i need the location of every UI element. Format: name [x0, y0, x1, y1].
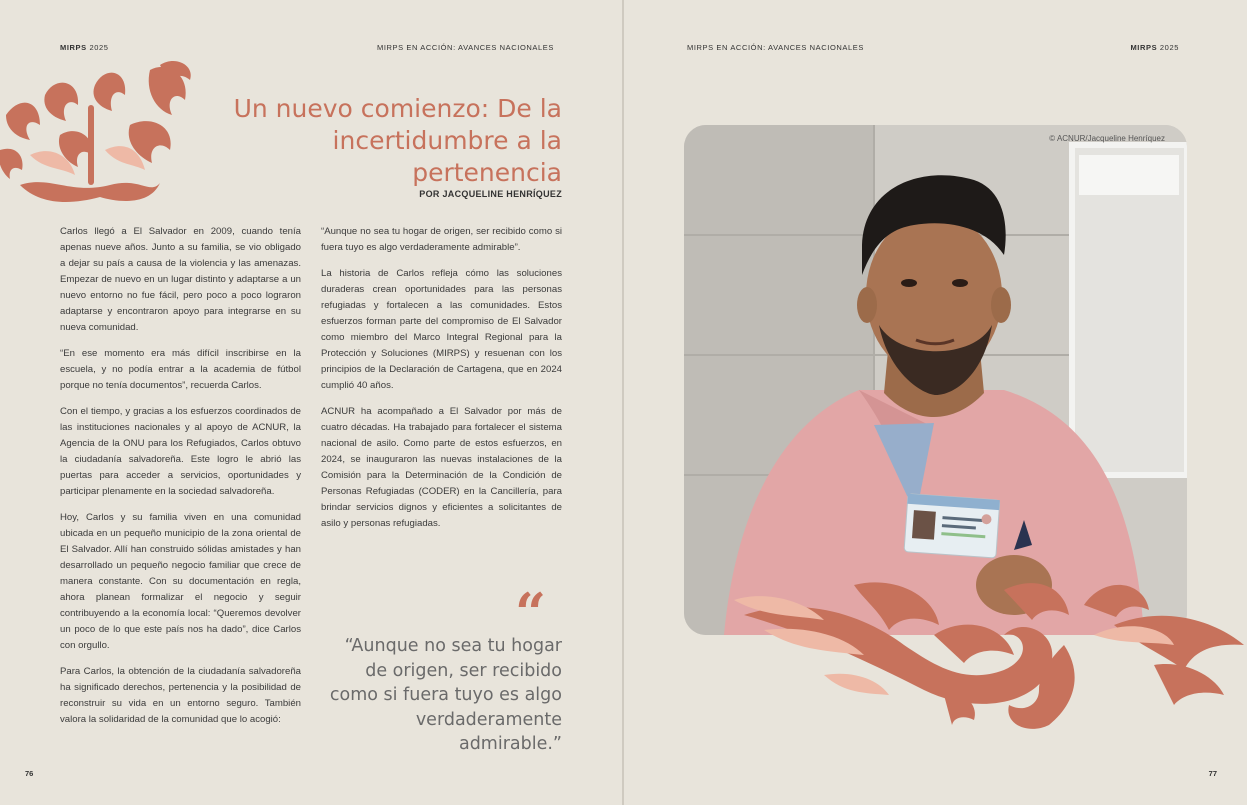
floral-ornament-left: [0, 55, 200, 205]
portrait-photo: [684, 125, 1187, 635]
paragraph: Con el tiempo, y gracias a los esfuerzos coordinados de las instituciones nacionales y al apoyo de ACNUR, la Agencia de la ONU para los Refugiados, Carlos obtuvo la ciudadanía salvadoreña. Este logro le abrió las puertas para acceder a servicios, oportunidades y participar plenamente en la sociedad salvadoreña.: [60, 406, 301, 497]
article-title: Un nuevo comienzo: De la incertidumbre a la pertenencia: [233, 94, 562, 187]
left-page: [0, 0, 622, 805]
paragraph: La historia de Carlos refleja cómo las soluciones duraderas crean oportunidades para las personas refugiadas y fortalecen a las comunidades. Estos esfuerzos forman parte del compromiso de El Salvador como miembro del Marco Integral Regional para la Protección y Soluciones (MIRPS) y resuenan con los principios de la Declaración de Cartagena, que en 2024 cumplió 40 años.: [321, 268, 562, 391]
floral-ornament-right: [704, 575, 1247, 745]
paragraph: Carlos llegó a El Salvador en 2009, cuando tenía apenas nueve años. Junto a su familia, se vio obligado a dejar su país a causa de la violencia y las amenazas. Empezar de nuevo en un lugar distinto y adaptarse a un nuevo entorno no fue fácil, pero poco a poco lograron adaptarse y encontraron apoyo para integrarse en su nueva comunidad.: [60, 226, 301, 333]
byline: POR JACQUELINE HENRÍQUEZ: [419, 189, 562, 199]
right-page: [624, 0, 1247, 805]
paragraph: “En ese momento era más difícil inscribirse en la escuela, y no podía entrar a la academia de fútbol porque no tenía documentos”, recuerda Carlos.: [60, 348, 301, 391]
paragraph: Para Carlos, la obtención de la ciudadanía salvadoreña ha significado derechos, pertenencia y la posibilidad de reconstruir su vida en un entorno seguro. También valora la solidaridad de la comunidad que lo acogió:: [60, 666, 301, 725]
paragraph: ACNUR ha acompañado a El Salvador por más de cuatro décadas. Ha trabajado para fortalecer el sistema nacional de asilo. Como parte de estos esfuerzos, en 2024, se inauguraron las nuevas instalaciones de la Comisión para la Determinación de la Condición de Personas Refugiadas (CODER) en la Cancillería, para brindar servicios dignos y eficientes a solicitantes de asilo y personas refugiadas.: [321, 406, 562, 529]
page-number-right: 77: [1208, 769, 1217, 778]
left-header-section: MIRPS EN ACCIÓN: AVANCES NACIONALES: [376, 43, 554, 52]
pull-quote: “Aunque no sea tu hogar de origen, ser recibido como si fuera tuyo es algo verdaderamente admirable.”: [329, 636, 562, 754]
page-number-left: 76: [25, 769, 34, 778]
right-header-brand: MIRPS 2025: [1130, 43, 1179, 52]
body-column-2: [321, 224, 562, 542]
left-header-brand: MIRPS 2025: [60, 43, 109, 52]
paragraph: “Aunque no sea tu hogar de origen, ser recibido como si fuera tuyo es algo verdaderamente admirable”.: [321, 226, 562, 253]
photo-credit: © ACNUR/Jacqueline Henríquez: [1049, 134, 1165, 143]
quote-mark-icon: “: [515, 581, 547, 645]
right-header-section: MIRPS EN ACCIÓN: AVANCES NACIONALES: [687, 43, 865, 52]
paragraph: Hoy, Carlos y su familia viven en una comunidad ubicada en un pequeño municipio de la zona oriental de El Salvador. Allí han construido sólidas amistades y han desarrollado un pequeño negocio familiar que crece de manera constante. Con su documentación en regla, ahora planean formalizar el negocio y seguir contribuyendo a la economía local: “Queremos devolver un poco de lo que este país nos ha dado”, dice Carlos con orgullo.: [60, 512, 301, 651]
body-column-1: [60, 224, 301, 738]
